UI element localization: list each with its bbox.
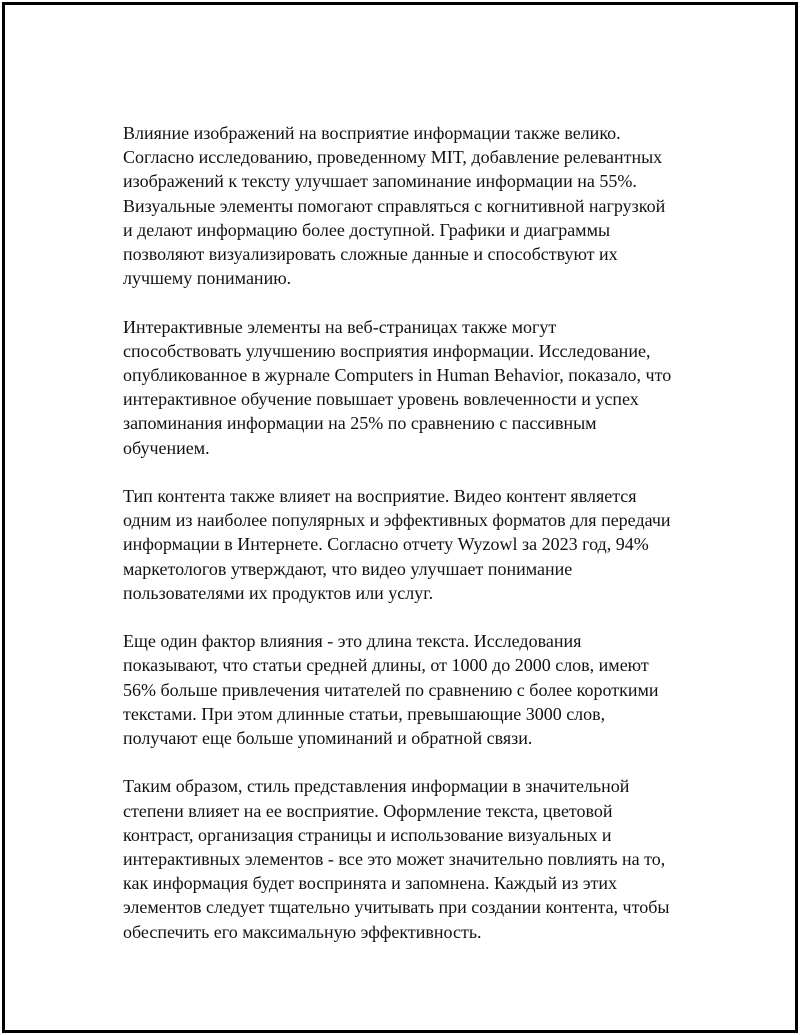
paragraph-interactive-elements: Интерактивные элементы на веб-страницах также могут способствовать улучшению восприятия информации. Исследование, опубликованное в журнале Computers in Human Behavior, показало, что интерактивное обучение повышает уровень вовлеченности и успех запоминания информации на 25% по сравнению с пассивным обучением.	[123, 316, 672, 458]
paragraph-images-impact: Влияние изображений на восприятие информации также велико. Согласно исследованию, проведенному MIT, добавление релевантных изображений к тексту улучшает запоминание информации на 55%. Визуальные элементы помогают справляться с когнитивной нагрузкой и делают информацию более доступной. Графики и диаграммы позволяют визуализировать сложные данные и способствуют их лучшему пониманию.	[123, 123, 666, 289]
document-body	[123, 121, 693, 968]
paragraph-conclusion: Таким образом, стиль представления информации в значительной степени влияет на ее восприятие. Оформление текста, цветовой контраст, организация страницы и использование визуальных и интерактивных элементов - все это может значительно повлиять на то, как информация будет воспринята и запомнена. Каждый из этих элементов следует тщательно учитывать при создании контента, чтобы обеспечить его максимальную эффективность.	[123, 776, 670, 942]
paragraph-content-type: Тип контента также влияет на восприятие. Видео контент является одним из наиболее популярных и эффективных форматов для передачи информации в Интернете. Согласно отчету Wyzowl за 2023 год, 94% маркетологов утверждают, что видео улучшает понимание пользователями их продуктов или услуг.	[123, 486, 671, 603]
paragraph-text-length: Еще один фактор влияния - это длина текста. Исследования показывают, что статьи средней длины, от 1000 до 2000 слов, имеют 56% больше привлечения читателей по сравнению с более короткими текстами. При этом длинные статьи, превышающие 3000 слов, получают еще больше упоминаний и обратной связи.	[123, 631, 659, 749]
page-frame	[2, 2, 798, 1033]
